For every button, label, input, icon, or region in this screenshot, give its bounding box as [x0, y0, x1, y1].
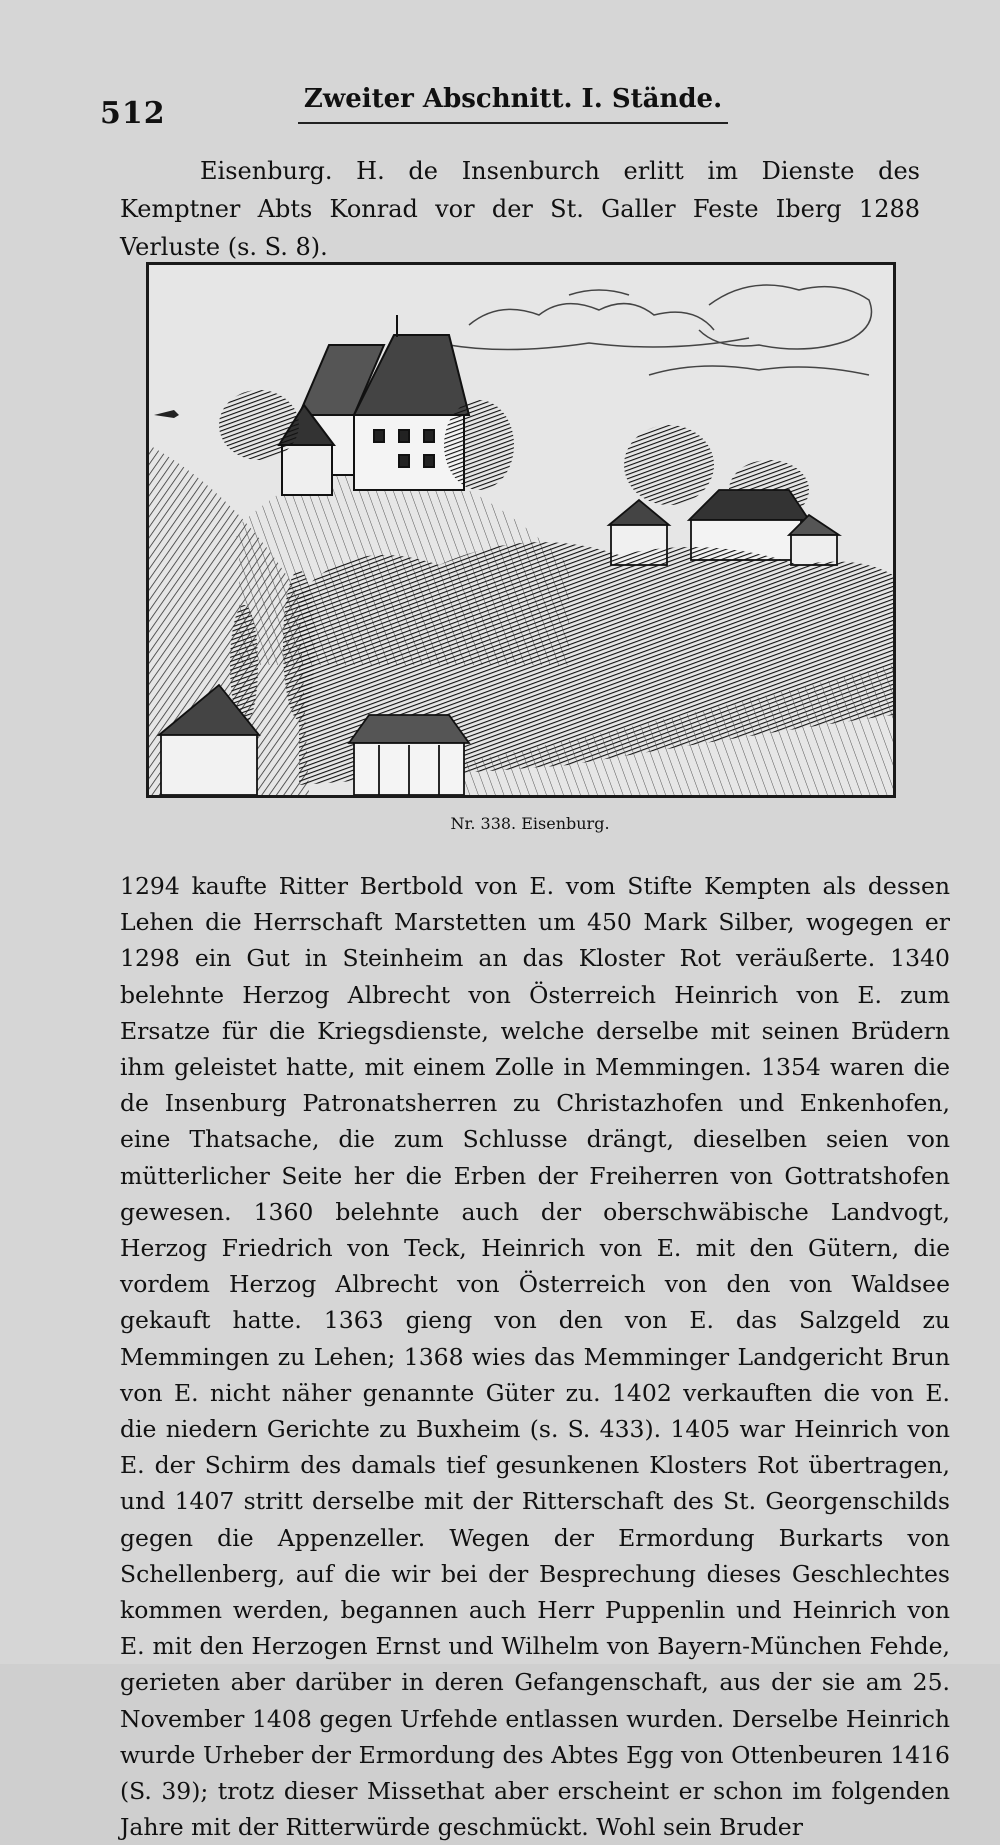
figure-caption: Nr. 338. Eisenburg. — [450, 814, 610, 833]
body-paragraph: 1294 kaufte Ritter Bertbold von E. vom Stifte Kempten als dessen Lehen die Herrschaft Marstetten um 450 Mark Silber, wogegen er 1298 ein Gut in Steinheim an das Kloster Rot veräußerte. 1340 belehnte Herzog Albrecht von Österreich Heinrich von E. zum Ersatze für die Kriegsdienste, welche derselbe mit seinen Brüdern ihm geleistet hatte, mit einem Zolle in Memmingen. 1354 waren die de Insenburg Patronatsherren zu Christazhofen und Enkenhofen, eine Thatsache, die zum Schlusse drängt, dieselben seien von mütterlicher Seite her die Erben der Freiherren von Gottratshofen gewesen. 1360 belehnte auch der oberschwäbische Landvogt, Herzog Friedrich von Teck, Heinrich von E. mit den Gütern, die vordem Herzog Albrecht von Österreich von den von Waldsee gekauft hatte. 1363 gieng von den von E. das Salzgeld zu Memmingen zu Lehen; 1368 wies das Memminger Landgericht Brun von E. nicht näher genannte Güter zu. 1402 verkauften die von E. die niedern Gerichte zu Buxheim (s. S. 433). 1405 war Heinrich von E. der Schirm des damals tief gesunkenen Klosters Rot übertragen, und 1407 stritt derselbe mit der Ritterschaft des St. Georgenschilds gegen die Appenzeller. Wegen der Ermordung Burkarts von Schellenberg, auf die wir bei der Besprechung dieses Geschlechtes kommen werden, begannen auch Herr Puppenlin und Heinrich von E. mit den Herzogen Ernst und Wilhelm von Bayern-München Fehde, gerieten aber darüber in deren Gefangenschaft, aus der sie am 25. November 1408 gegen Urfehde entlassen wurden. Derselbe Heinrich wurde Urheber der Ermordung des Abtes Egg von Ottenbeuren 1416 (S. 39); trotz dieser Missethat aber erscheint er schon im folgenden Jahre mit der Ritterwürde geschmückt. Wohl sein Bruder — [120, 872, 950, 1842]
page-number: 512 — [100, 96, 166, 131]
running-title: Zweiter Abschnitt. I. Stände. — [298, 84, 728, 124]
intro-text: Eisenburg. H. de Insenburch erlitt im Dienste des Kemptner Abts Konrad vor der St. Galler Feste Iberg 1288 Verluste (s. S. 8). — [120, 157, 920, 261]
intro-paragraph — [120, 152, 920, 266]
eisenburg-illustration — [146, 262, 896, 798]
castle-landscape-engraving — [149, 265, 893, 795]
body-text — [120, 868, 950, 1845]
